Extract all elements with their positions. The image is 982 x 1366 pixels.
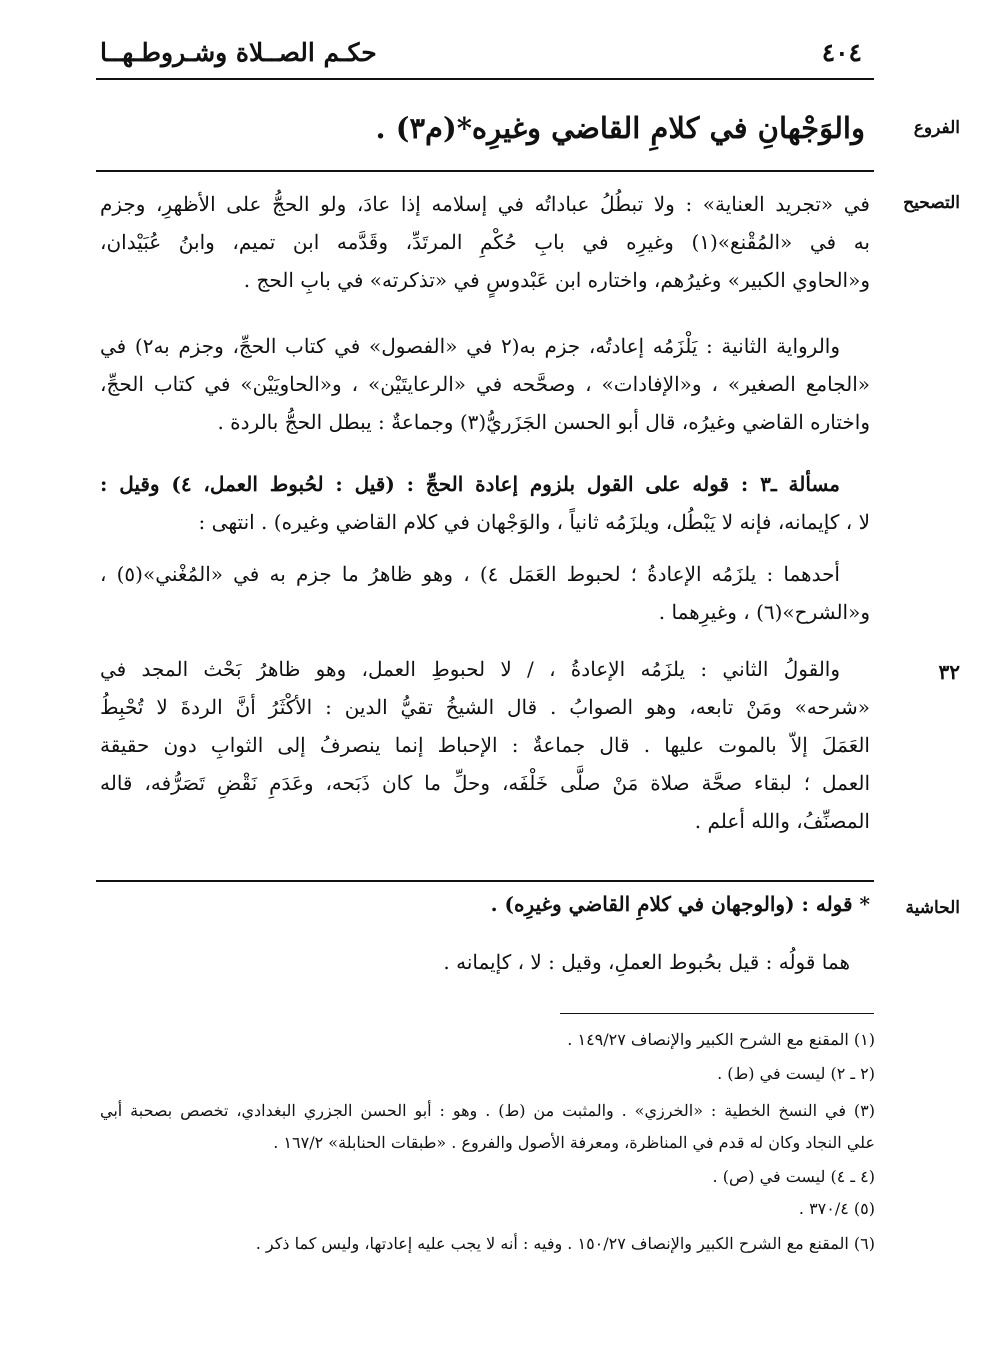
text-line: واختاره القاضي وغيرُه، قال أبو الحسن الجَزَريُّ(٣) وجماعةٌ : يبطل الحجُّ بالردة . — [217, 410, 870, 434]
margin-number: ٣٢ — [938, 660, 960, 684]
hashiya-text: هما قولُه : قيل بحُبوط العملِ، وقيل : لا ، كإيمانه . — [443, 950, 850, 974]
text-line: في «تجريد العناية» : ولا تبطُلُ عباداتُه في إسلامه إذا عادَ، ولو الحجُّ على الأظهرِ، وجزم — [100, 192, 870, 216]
text-line: لا ، كإيمانه، فإنه لا يَبْطُل، ويلزَمُه ثانياً ، والوَجْهان في كلام القاضي وغيره) . انتهى : — [198, 510, 870, 534]
footnote: (٦) المقنع مع الشرح الكبير والإنصاف ١٥٠/٢٧ . وفيه : أنه لا يجب عليه إعادتها، وليس كما ذكر . — [255, 1234, 875, 1253]
page-number: ٤٠٤ — [821, 38, 862, 67]
header-rule — [96, 78, 874, 80]
footnote-rule — [560, 1013, 874, 1014]
footnote: (٢ ـ ٢) ليست في (ط) . — [717, 1064, 875, 1083]
text-line: والرواية الثانية : يَلْزَمُه إعادتُه، جزم به(٢ في «الفصول» في كتاب الحجِّ، وجزم به٢) في — [100, 334, 841, 358]
tashih-paragraph — [100, 185, 870, 299]
running-title: حكـم الصــلاة وشـروطـهــا — [100, 38, 377, 67]
section-rule-bottom — [96, 880, 874, 882]
furu-label: الفروع — [913, 118, 960, 138]
text-line: المصنِّفُ، والله أعلم . — [694, 809, 870, 833]
tashih-label: التصحيح — [903, 193, 960, 213]
text-line: العَمَلَ إلاّ بالموت عليها . قال جماعةٌ : الإحباط إنما ينصرفُ إلى الثوابِ دون حقيقة — [100, 733, 870, 757]
footnote: (٣) في النسخ الخطية : «الخرزي» . والمثبت من (ط) . وهو : أبو الحسن الجزري البغدادي، تخصص بصحبة أبي — [100, 1101, 875, 1120]
hashiya-label: الحاشية — [905, 898, 960, 918]
footnote: (١) المقنع مع الشرح الكبير والإنصاف ١٤٩/٢٧ . — [567, 1030, 875, 1049]
page-header — [100, 38, 870, 78]
qawl-paragraph — [100, 650, 870, 840]
footnote: علي النجاد وكان له قدم في المناظرة، ومعرفة الأصول والفروع . «طبقات الحنابلة» ١٦٧/٢ . — [273, 1133, 875, 1152]
hashiya-heading: * قوله : (والوجهان في كلامِ القاضي وغيرِه) . — [490, 892, 870, 916]
footnote: (٤ ـ ٤) ليست في (ص) . — [712, 1167, 875, 1186]
text-line: «شرحه» ومَنْ تابعه، وهو الصوابُ . قال الشيخُ تقيُّ الدين : الأكْثَرُ أنَّ الردةَ لا تُحْبِطُ — [100, 695, 870, 719]
text-line: والقولُ الثاني : يلزَمُه الإعادةُ ، / لا لحبوطِ العمل، وهو ظاهرُ بَحْث المجد في — [100, 657, 840, 681]
masala-paragraph — [100, 465, 870, 541]
text-line: «الجامع الصغير» ، و«الإفادات» ، وصحَّحه في «الرعايتَيْن» ، و«الحاويَيْن» في كتاب الحجِّ، — [100, 372, 870, 396]
text-line: و«الشرح»(٦) ، وغيرِهما . — [658, 600, 870, 624]
riwaya-paragraph — [100, 327, 870, 441]
furu-text: والوَجْهانِ في كلامِ القاضي وغيرِه*(م٣) . — [375, 111, 865, 145]
text-line: به في «المُقْنع»(١) وغيرِه في بابِ حُكْمِ المرتَدِّ، وقَدَّمه ابن تميم، وابنُ عُبَيْدان، — [100, 230, 870, 254]
text-line: مسألة ـ٣ : قوله على القول بلزوم إعادة الحجِّ : (قيل : لحُبوط العمل، ٤) وقيل : — [100, 472, 841, 496]
section-rule-top — [96, 170, 874, 172]
ahaduhuma-paragraph — [100, 555, 870, 631]
text-line: العمل ؛ لبقاء صحَّة صلاة مَنْ صلَّى خَلْفَه، وحلِّ ما كان ذَبَحه، وعَدَمِ نَقْضِ تَصَرُّفه، قاله — [100, 771, 870, 795]
footnote: (٥) ٣٧٠/٤ . — [798, 1199, 875, 1218]
text-line: أحدهما : يلزَمُه الإعادةُ ؛ لحبوط العَمَل ٤) ، وهو ظاهرُ ما جزم به في «المُغْني»(٥) ، — [100, 562, 840, 586]
text-line: و«الحاوي الكبير» وغيرُهم، واختاره ابن عَبْدوسٍ في «تذكرته» في بابِ الحج . — [243, 268, 870, 292]
